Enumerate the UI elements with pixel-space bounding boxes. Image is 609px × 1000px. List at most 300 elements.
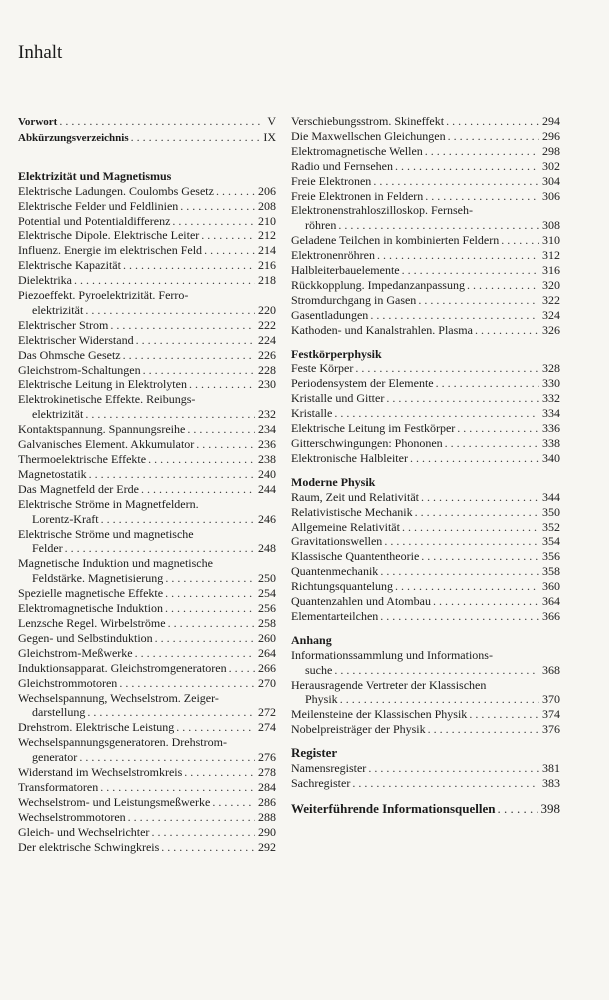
toc-entry-page: 248: [258, 541, 276, 556]
toc-entry-first-line: Wechselspannung, Wechselstrom. Zeiger-: [18, 690, 219, 705]
dot-leader: [402, 263, 539, 278]
toc-entry[interactable]: [18, 512, 276, 527]
toc-entry[interactable]: [291, 376, 560, 391]
dot-leader: [89, 467, 255, 482]
dot-leader: [501, 233, 539, 248]
toc-entry-label: Gleichstrommotoren: [18, 675, 118, 690]
toc-entry[interactable]: [291, 549, 560, 564]
toc-entry-page: 334: [542, 406, 560, 421]
toc-entry[interactable]: [291, 692, 560, 707]
toc-entry-label: Elektrischer Strom: [18, 317, 109, 332]
section-title-register: Register: [291, 745, 338, 761]
toc-entry[interactable]: [291, 564, 560, 579]
toc-entry-label: elektrizität: [32, 302, 84, 317]
toc-entry[interactable]: [18, 840, 276, 855]
dot-leader: [216, 184, 255, 199]
toc-entry-page: 256: [258, 601, 276, 616]
toc-entry-page: 220: [258, 302, 276, 317]
toc-entry[interactable]: [291, 174, 560, 189]
toc-entry[interactable]: [18, 780, 276, 795]
toc-entry[interactable]: [291, 490, 560, 505]
toc-entry[interactable]: [18, 541, 276, 556]
dot-leader: [135, 646, 255, 661]
toc-entry[interactable]: [18, 646, 276, 661]
toc-entry-page: 360: [542, 579, 560, 594]
toc-entry-first-line: Herausragende Vertreter der Klassischen: [291, 677, 487, 692]
toc-entry-page: 222: [258, 317, 276, 332]
toc-entry[interactable]: [18, 228, 276, 243]
toc-entry-label: suche: [305, 662, 333, 677]
dot-leader: [165, 571, 255, 586]
toc-entry-page: 338: [542, 436, 560, 451]
toc-entry-page: 306: [542, 188, 560, 203]
toc-entry[interactable]: [291, 534, 560, 549]
toc-entry-label: Elektrische Ladungen. Coulombs Gesetz: [18, 183, 214, 198]
toc-entry-page: 354: [542, 534, 560, 549]
dot-leader: [87, 705, 255, 720]
toc-entry-page: 332: [542, 391, 560, 406]
toc-entry[interactable]: [18, 631, 276, 646]
toc-entry-page: 316: [542, 263, 560, 278]
toc-entry-page: 234: [258, 422, 276, 437]
toc-entry[interactable]: [291, 263, 560, 278]
toc-entry[interactable]: [291, 505, 560, 520]
dot-leader: [421, 490, 539, 505]
toc-entry-weiterfuehrende[interactable]: Weiterführende Informationsquellen . . . 398: [291, 802, 560, 817]
toc-entry[interactable]: [18, 571, 276, 586]
toc-entry-page: 212: [258, 228, 276, 243]
dot-leader: [395, 579, 539, 594]
toc-entry[interactable]: [18, 825, 276, 840]
dot-leader: [334, 663, 539, 678]
toc-entry-first-line: Elektrokinetische Effekte. Reibungs-: [18, 392, 196, 407]
toc-entry-label: Wechselstrom- und Leistungsmeßwerke: [18, 794, 211, 809]
toc-entry-label: Drehstrom. Elektrische Leistung: [18, 720, 175, 735]
dot-leader: [101, 512, 255, 527]
dot-leader: [74, 273, 255, 288]
toc-entry-label: Thermoelektrische Effekte: [18, 452, 147, 467]
dot-leader: [445, 436, 539, 451]
toc-entry-page: 294: [542, 114, 560, 128]
toc-entry-label: Influenz. Energie im elektrischen Feld: [18, 243, 203, 258]
toc-entry-page: 322: [542, 292, 560, 307]
dot-leader: [395, 159, 539, 174]
toc-entry[interactable]: [291, 144, 560, 159]
toc-entry-page: 264: [258, 645, 276, 660]
toc-entry-label: Elektronenröhren: [291, 248, 375, 263]
toc-entry[interactable]: [18, 467, 276, 482]
dot-leader: [161, 840, 255, 855]
dot-leader: [386, 391, 539, 406]
toc-entry[interactable]: [18, 661, 276, 676]
toc-entry[interactable]: [291, 451, 560, 466]
dot-leader: [373, 174, 539, 189]
toc-entry-page: 366: [542, 608, 560, 623]
toc-entry-page: 298: [542, 143, 560, 158]
dot-leader: [229, 661, 255, 676]
dot-leader: [402, 520, 539, 535]
toc-entry-label: Galvanisches Element. Akkumulator: [18, 437, 195, 452]
toc-entry[interactable]: [18, 810, 276, 825]
toc-entry-page: 288: [258, 809, 276, 824]
toc-list-moderne: [291, 490, 560, 624]
toc-entry-label: Radio und Fernsehen: [291, 158, 393, 173]
dot-leader: [457, 421, 539, 436]
toc-entry[interactable]: [291, 406, 560, 421]
toc-entry-label: Stromdurchgang in Gasen: [291, 292, 417, 307]
toc-entry-page: 302: [542, 158, 560, 173]
toc-entry-label: elektrizität: [32, 407, 84, 422]
toc-entry-page: 370: [542, 692, 560, 707]
dot-leader: [469, 707, 539, 722]
toc-list-anhang: [291, 648, 560, 737]
toc-entry-page: 328: [542, 361, 560, 376]
toc-entry-label: Elektrische Leitung in Elektrolyten: [18, 377, 187, 392]
toc-entry[interactable]: [18, 437, 276, 452]
toc-entry-page: 381: [542, 761, 560, 776]
section-title-festkoerper: Festkörperphysik: [291, 346, 382, 361]
toc-entry-label: Potential und Potentialdifferenz: [18, 213, 171, 228]
toc-entry[interactable]: [291, 421, 560, 436]
toc-entry[interactable]: [291, 114, 560, 129]
dot-leader: [425, 189, 539, 204]
toc-entry-page: 230: [258, 377, 276, 392]
dot-leader: [415, 505, 539, 520]
toc-entry[interactable]: [291, 761, 560, 776]
dot-leader: [384, 534, 539, 549]
toc-entry-page: 356: [542, 549, 560, 564]
dot-leader: [168, 616, 255, 631]
dot-leader: [165, 601, 255, 616]
dot-leader: [418, 293, 539, 308]
toc-entry-label: Elektrische Felder und Feldlinien: [18, 198, 179, 213]
toc-entry-page: 272: [258, 705, 276, 720]
dot-leader: [475, 323, 539, 338]
toc-entry[interactable]: [18, 676, 276, 691]
toc-entry-label: Gleich- und Wechselrichter: [18, 824, 150, 839]
toc-entry[interactable]: [291, 707, 560, 722]
toc-entry-page: 324: [542, 307, 560, 322]
toc-entry-label: Gitterschwingungen: Phononen: [291, 436, 443, 451]
dot-leader: [212, 795, 255, 810]
toc-entry-label: röhren: [305, 218, 337, 233]
toc-entry[interactable]: [18, 333, 276, 348]
toc-entry[interactable]: [18, 705, 276, 720]
toc-entry-label: Gegen- und Selbstinduktion: [18, 630, 153, 645]
dot-leader: [123, 258, 255, 273]
toc-entry-label: Das Ohmsche Gesetz: [18, 347, 121, 362]
dot-leader: [79, 750, 255, 765]
dot-leader: [165, 586, 255, 601]
toc-entry-label: Kristalle und Gitter: [291, 391, 385, 406]
toc-entry[interactable]: [18, 586, 276, 601]
toc-entry-label: Relativistische Mechanik: [291, 504, 413, 519]
toc-entry[interactable]: [291, 278, 560, 293]
toc-entry-label: Elektrische Dipole. Elektrische Leiter: [18, 228, 200, 243]
toc-list-register: [291, 761, 560, 791]
dot-leader: [100, 780, 255, 795]
toc-entry-page: 368: [542, 662, 560, 677]
toc-entry[interactable]: [18, 273, 276, 288]
toc-entry-page: 310: [542, 233, 560, 248]
toc-entry-label: Elektronische Halbleiter: [291, 450, 408, 465]
dot-leader: [128, 810, 255, 825]
toc-entry-page: 383: [542, 776, 560, 790]
toc-left-column: [18, 114, 276, 854]
toc-entry-label: Induktionsapparat. Gleichstromgeneratoren: [18, 660, 227, 675]
toc-entry[interactable]: [18, 318, 276, 333]
toc-entry-label: Elektromagnetische Wellen: [291, 143, 423, 158]
toc-entry-page: 340: [542, 450, 560, 465]
dot-leader: [355, 361, 539, 376]
toc-entry-label: Freie Elektronen: [291, 173, 372, 188]
toc-entry[interactable]: [18, 258, 276, 273]
toc-entry-label: Klassische Quantentheorie: [291, 549, 420, 564]
toc-entry-page: 250: [258, 571, 276, 586]
toc-entry-label: Das Magnetfeld der Erde: [18, 481, 139, 496]
toc-entry-label: Wechselstrommotoren: [18, 809, 126, 824]
toc-entry-page: 350: [542, 504, 560, 519]
toc-entry-label: Raum, Zeit und Relativität: [291, 489, 419, 504]
toc-entry[interactable]: [18, 214, 276, 229]
toc-entry-label: Dielektrika: [18, 273, 72, 288]
dot-leader: [189, 377, 255, 392]
dot-leader: [143, 363, 255, 378]
toc-entry[interactable]: [18, 616, 276, 631]
toc-entry[interactable]: [18, 720, 276, 735]
dot-leader: [85, 303, 255, 318]
toc-entry[interactable]: [291, 323, 560, 338]
toc-entry-page: 236: [258, 437, 276, 452]
toc-entry-first-line: Elektrische Ströme in Magnetfeldern.: [18, 496, 199, 511]
toc-entry-label: Lorentz-Kraft: [32, 511, 99, 526]
dot-leader: [119, 676, 255, 691]
toc-entry-first-line: Magnetische Induktion und magnetische: [18, 556, 213, 571]
dot-leader: [340, 692, 539, 707]
dot-leader: [370, 308, 539, 323]
toc-entry-page: 344: [542, 489, 560, 504]
toc-entry-vorwort[interactable]: Vorwort . . . V: [18, 114, 276, 130]
toc-entry-page: 276: [258, 750, 276, 765]
toc-entry-page: 352: [542, 519, 560, 534]
toc-entry[interactable]: [291, 776, 560, 791]
dot-leader: [410, 451, 539, 466]
toc-entry-first-line: Informationssammlung und Informations-: [291, 647, 493, 662]
dot-leader: [428, 722, 539, 737]
toc-entry-page: 228: [258, 362, 276, 377]
dot-leader: [436, 376, 539, 391]
toc-entry[interactable]: [291, 159, 560, 174]
toc-entry-label: generator: [32, 750, 78, 765]
toc-entry-page: 226: [258, 347, 276, 362]
toc-entry[interactable]: [291, 361, 560, 376]
toc-entry[interactable]: [291, 308, 560, 323]
toc-entry[interactable]: [291, 520, 560, 535]
toc-entry[interactable]: [291, 248, 560, 263]
toc-entry[interactable]: [18, 363, 276, 378]
toc-right-column: [291, 114, 560, 817]
toc-entry[interactable]: [291, 609, 560, 624]
toc-entry-label: Elektrischer Widerstand: [18, 332, 134, 347]
toc-entry-label: Der elektrische Schwingkreis: [18, 839, 160, 854]
toc-entry-label: Richtungsquantelung: [291, 579, 393, 594]
toc-entry-label: Halbleiterbauelemente: [291, 263, 400, 278]
toc-list-festkoerper: [291, 361, 560, 465]
toc-list-elektrizitaet: [18, 184, 276, 855]
toc-entry[interactable]: [18, 407, 276, 422]
toc-entry-label: Physik: [305, 692, 338, 707]
toc-entry[interactable]: [291, 722, 560, 737]
toc-entry-label: Felder: [32, 541, 63, 556]
dot-leader: [172, 214, 255, 229]
dot-leader: [180, 199, 255, 214]
dot-leader: [196, 437, 255, 452]
dot-leader: [334, 406, 539, 421]
toc-entry-page: 258: [258, 615, 276, 630]
toc-entry-label: Elektrische Leitung im Festkörper: [291, 421, 456, 436]
toc-entry-page: 274: [258, 720, 276, 735]
toc-entry-label: Transformatoren: [18, 779, 99, 794]
dot-leader: [187, 422, 255, 437]
dot-leader: [425, 144, 539, 159]
toc-list-elektrizitaet-cont: [291, 114, 560, 338]
toc-entry-page: 358: [542, 564, 560, 579]
toc-entry-label: Kathoden- und Kanalstrahlen. Plasma: [291, 322, 473, 337]
toc-entry-label: Die Maxwellschen Gleichungen: [291, 128, 446, 143]
toc-entry-label: Sachregister: [291, 776, 351, 790]
toc-entry[interactable]: [18, 795, 276, 810]
toc-entry-page: 296: [542, 128, 560, 143]
toc-entry-label: Geladene Teilchen in kombinierten Feldern: [291, 233, 500, 248]
dot-leader: [110, 318, 255, 333]
toc-entry-page: 312: [542, 248, 560, 263]
dot-leader: [448, 129, 539, 144]
toc-entry[interactable]: [291, 436, 560, 451]
toc-entry[interactable]: [18, 377, 276, 392]
toc-entry-page: 330: [542, 376, 560, 391]
toc-entry[interactable]: [291, 218, 560, 233]
toc-entry[interactable]: [18, 750, 276, 765]
toc-entry-page: 214: [258, 243, 276, 258]
toc-entry-abkuerzungen[interactable]: Abkürzungsverzeichnis . . . IX: [18, 130, 276, 146]
toc-entry[interactable]: [291, 663, 560, 678]
toc-entry-page: 218: [258, 273, 276, 288]
dot-leader: [201, 228, 255, 243]
dot-leader: [433, 594, 539, 609]
toc-entry-page: 210: [258, 213, 276, 228]
toc-entry-page: 206: [258, 183, 276, 198]
toc-entry-label: Gleichstrom-Schaltungen: [18, 362, 141, 377]
dot-leader: [148, 452, 255, 467]
toc-entry-label: Feste Körper: [291, 361, 354, 376]
dot-leader: [421, 549, 539, 564]
toc-entry-label: Gleichstrom-Meßwerke: [18, 645, 133, 660]
toc-entry-label: Quantenmechanik: [291, 564, 379, 579]
toc-entry[interactable]: [291, 129, 560, 144]
dot-leader: [352, 776, 539, 791]
toc-entry[interactable]: [291, 391, 560, 406]
toc-entry-label: Feldstärke. Magnetisierung: [32, 571, 164, 586]
toc-entry-page: 216: [258, 258, 276, 273]
toc-entry[interactable]: [18, 422, 276, 437]
toc-entry-label: Namensregister: [291, 761, 367, 776]
toc-entry-page: 284: [258, 779, 276, 794]
toc-entry[interactable]: [18, 452, 276, 467]
toc-entry-first-line: Elektrische Ströme und magnetische: [18, 526, 194, 541]
toc-entry-page: 308: [542, 218, 560, 233]
toc-entry-page: 260: [258, 630, 276, 645]
toc-entry-label: Widerstand im Wechselstromkreis: [18, 765, 183, 780]
dot-leader: [380, 609, 539, 624]
toc-entry-label: Meilensteine der Klassischen Physik: [291, 707, 468, 722]
toc-entry-first-line: Wechselspannungsgeneratoren. Drehstrom-: [18, 735, 227, 750]
toc-entry[interactable]: [18, 348, 276, 363]
toc-entry-label: Nobelpreisträger der Physik: [291, 722, 426, 737]
dot-leader: [204, 243, 255, 258]
dot-leader: [338, 218, 539, 233]
toc-entry[interactable]: [18, 765, 276, 780]
dot-leader: [136, 333, 255, 348]
toc-entry-page: 290: [258, 824, 276, 839]
toc-entry-label: Rückkopplung. Impedanzanpassung: [291, 277, 465, 292]
toc-entry[interactable]: [18, 199, 276, 214]
toc-entry-page: 374: [542, 707, 560, 722]
toc-entry-label: Elektrische Kapazität: [18, 258, 121, 273]
toc-entry[interactable]: [18, 303, 276, 318]
toc-entry-first-line: Elektronenstrahloszilloskop. Fernseh-: [291, 203, 473, 218]
front-matter: [18, 114, 276, 146]
toc-entry-label: Verschiebungsstrom. Skineffekt: [291, 114, 445, 128]
toc-entry-page: 286: [258, 794, 276, 809]
toc-entry[interactable]: [291, 293, 560, 308]
toc-entry[interactable]: [291, 579, 560, 594]
toc-entry-label: Magnetostatik: [18, 466, 87, 481]
toc-entry-page: 278: [258, 765, 276, 780]
toc-entry[interactable]: [291, 189, 560, 204]
toc-entry-page: 364: [542, 594, 560, 609]
toc-entry-page: 320: [542, 277, 560, 292]
toc-entry[interactable]: [18, 243, 276, 258]
toc-entry[interactable]: [291, 233, 560, 248]
toc-entry[interactable]: [18, 601, 276, 616]
dot-leader: [368, 761, 539, 776]
toc-entry-page: 304: [542, 173, 560, 188]
toc-entry-page: 224: [258, 332, 276, 347]
toc-entry[interactable]: [18, 184, 276, 199]
dot-leader: [184, 765, 255, 780]
toc-entry-label: Gasentladungen: [291, 307, 369, 322]
dot-leader: [85, 407, 255, 422]
toc-entry-label: Kontaktspannung. Spannungsreihe: [18, 422, 186, 437]
toc-entry-label: darstellung: [32, 705, 86, 720]
toc-entry-page: 208: [258, 198, 276, 213]
toc-entry-page: 326: [542, 322, 560, 337]
toc-entry[interactable]: [291, 594, 560, 609]
toc-entry-label: Quantenzahlen und Atombau: [291, 594, 431, 609]
toc-entry[interactable]: [18, 482, 276, 497]
section-title-moderne: Moderne Physik: [291, 474, 376, 489]
toc-entry-page: 292: [258, 839, 276, 854]
toc-entry-label: Elektromagnetische Induktion: [18, 601, 163, 616]
toc-entry-page: 240: [258, 466, 276, 481]
toc-entry-label: Allgemeine Relativität: [291, 519, 400, 534]
toc-entry-first-line: Piezoeffekt. Pyroelektrizität. Ferro-: [18, 288, 189, 303]
dot-leader: [380, 564, 539, 579]
dot-leader: [65, 541, 255, 556]
section-title-anhang: Anhang: [291, 632, 332, 647]
toc-entry-label: Spezielle magnetische Effekte: [18, 586, 164, 601]
dot-leader: [141, 482, 255, 497]
